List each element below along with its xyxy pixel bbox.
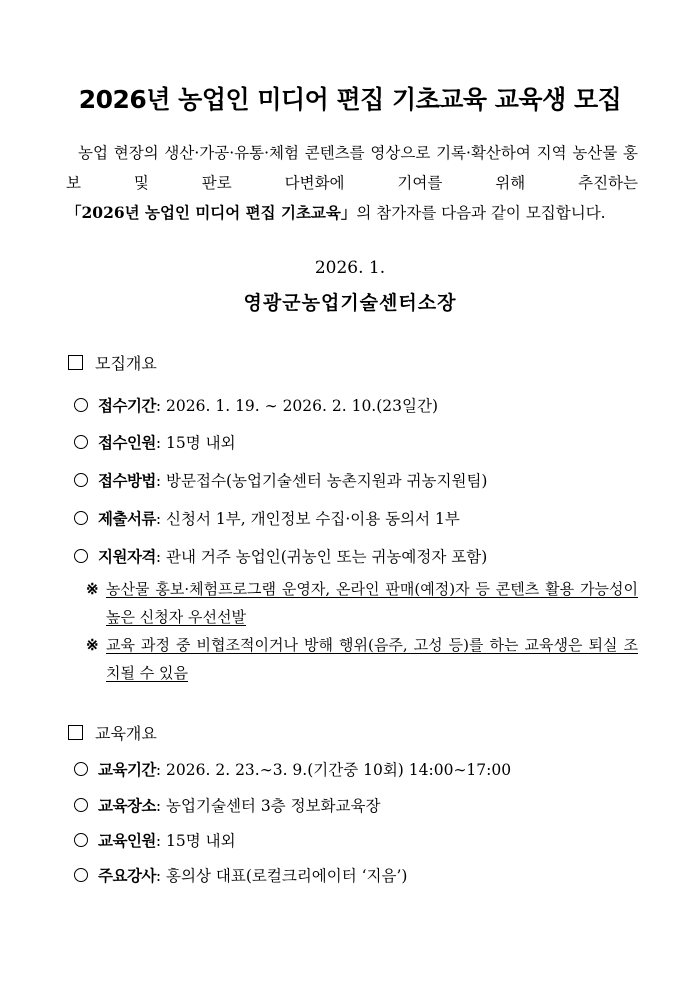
circle-bullet-icon	[74, 762, 88, 776]
section-education	[68, 721, 157, 744]
item-value: : 15명 내외	[155, 832, 236, 850]
item-label: 접수기간	[98, 397, 156, 415]
circle-bullet-icon	[74, 473, 88, 487]
item-value: : 관내 거주 농업인(귀농인 또는 귀농예정자 포함)	[155, 548, 488, 566]
recruit-item-method	[74, 469, 487, 491]
recruit-note-dismissal	[86, 631, 638, 687]
reference-mark-icon: ※	[86, 580, 99, 598]
education-item-period	[74, 758, 511, 780]
item-value: : 2026. 1. 19. ∼ 2026. 2. 10.(23일간)	[155, 397, 438, 415]
item-label: 주요강사	[98, 867, 156, 885]
item-label: 제출서류	[98, 510, 156, 528]
item-label: 접수방법	[98, 472, 156, 490]
section-recruit	[68, 351, 157, 374]
item-value: : 2026. 2. 23.∼3. 9.(기간중 10회) 14:00∼17:00	[155, 761, 512, 779]
education-item-count	[74, 829, 236, 851]
education-item-instructor	[74, 864, 407, 886]
recruit-item-documents	[74, 507, 460, 529]
program-name: 「2026년 농업인 미디어 편집 기초교육」	[66, 203, 357, 222]
education-item-place	[74, 794, 380, 816]
recruit-item-eligibility	[74, 545, 487, 567]
circle-bullet-icon	[74, 435, 88, 449]
item-label: 접수인원	[98, 434, 156, 452]
item-label: 교육인원	[98, 832, 156, 850]
note-text: 교육 과정 중 비협조적이거나 방해 행위(음주, 고성 등)를 하는 교육생은 퇴실 조치될 수 있음	[106, 636, 638, 682]
circle-bullet-icon	[74, 398, 88, 412]
section-heading: 교육개요	[95, 724, 157, 743]
circle-bullet-icon	[74, 549, 88, 563]
intro-text: 농업 현장의 생산·가공·유통·체험 콘텐츠를 영상으로 기록·확산하여 지역 농산물 홍보 및 판로 다변화에 기여를 위해 추진하는	[66, 144, 638, 192]
document-title: 2026년 농업인 미디어 편집 기초교육 교육생 모집	[78, 85, 622, 114]
item-value: : 홍의상 대표(로컬크리에이터 ‘지음’)	[155, 867, 408, 885]
item-label: 지원자격	[98, 548, 156, 566]
circle-bullet-icon	[74, 833, 88, 847]
item-value: : 신청서 1부, 개인정보 수집·이용 동의서 1부	[155, 510, 460, 528]
reference-mark-icon: ※	[86, 636, 99, 654]
item-label: 교육기간	[98, 761, 156, 779]
item-value: : 방문접수(농업기술센터 농촌지원과 귀농지원팀)	[155, 472, 488, 490]
circle-bullet-icon	[74, 511, 88, 525]
note-text: 농산물 홍보·체험프로그램 운영자, 온라인 판매(예정)자 등 콘텐츠 활용 가능성이 높은 신청자 우선선발	[106, 580, 638, 626]
item-value: : 15명 내외	[155, 434, 236, 452]
notice-date: 2026. 1.	[314, 258, 386, 278]
square-bullet-icon	[68, 725, 83, 740]
section-heading: 모집개요	[95, 354, 157, 373]
circle-bullet-icon	[74, 868, 88, 882]
circle-bullet-icon	[74, 798, 88, 812]
intro-paragraph	[66, 138, 638, 228]
recruit-item-period	[74, 394, 438, 416]
issuing-organization: 영광군농업기술센터소장	[243, 292, 457, 314]
recruit-item-count	[74, 431, 236, 453]
intro-text-end: 의 참가자를 다음과 같이 모집합니다.	[356, 204, 606, 222]
recruit-note-priority	[86, 575, 638, 631]
square-bullet-icon	[68, 355, 83, 370]
item-label: 교육장소	[98, 797, 156, 815]
item-value: : 농업기술센터 3층 정보화교육장	[155, 797, 381, 815]
